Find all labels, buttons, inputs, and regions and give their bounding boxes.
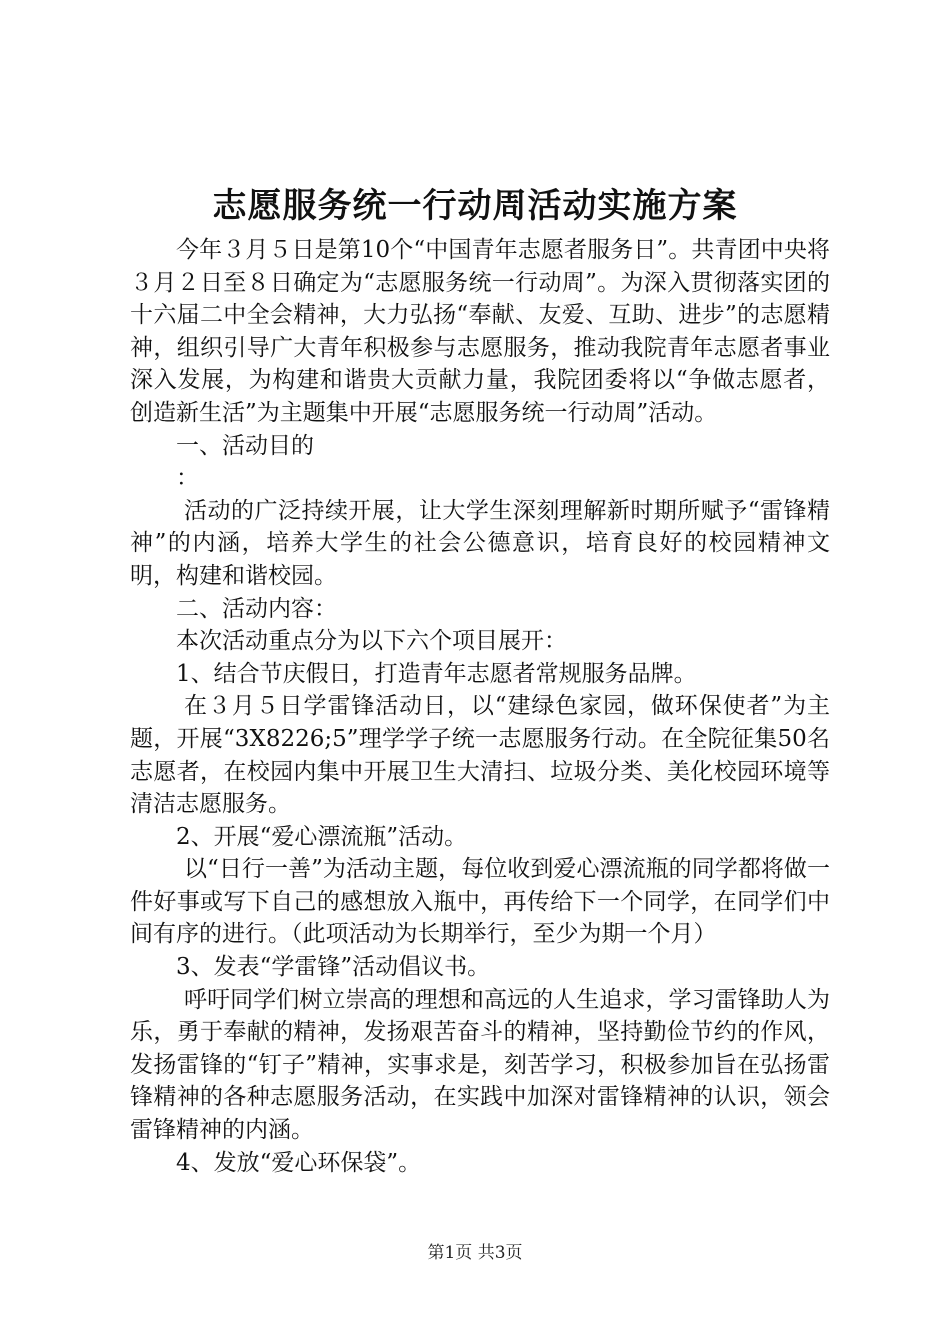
item-heading-3: 3、发表“学雷锋”活动倡议书。	[176, 954, 491, 981]
page-footer: 第1页 共3页	[427, 1243, 523, 1263]
section-heading-purpose: 一、活动目的	[176, 432, 314, 459]
paragraph-item-1: 在３月５日学雷锋活动日，以“建绿色家园，做环保使者”为主题，开展“3X8226;5”理学学子统一志愿服务行动。在全院征集50名志愿者，在校园内集中开展卫生大清扫、垃圾分类、美化校园环境等清洁志愿服务。	[130, 693, 830, 818]
paragraph-item-3: 呼吁同学们树立崇高的理想和高远的人生追求，学习雷锋助人为乐，勇于奉献的精神，发扬艰苦奋斗的精神，坚持勤俭节约的作风，发扬雷锋的“钉子”精神，实事求是，刻苦学习，积极参加旨在弘扬雷锋精神的各种志愿服务活动，在实践中加深对雷锋精神的认识，领会雷锋精神的内涵。	[130, 986, 830, 1144]
paragraph-intro: 今年３月５日是第10个“中国青年志愿者服务日”。共青团中央将３月２日至８日确定为“志愿服务统一行动周”。为深入贯彻落实团的十六届二中全会精神，大力弘扬“奉献、友爱、互助、进步”的志愿精神，组织引导广大青年积极参与志愿服务，推动我院青年志愿者事业深入发展，为构建和谐贵大贡献力量，我院团委将以“争做志愿者，创造新生活”为主题集中开展“志愿服务统一行动周”活动。	[130, 237, 830, 426]
paragraph-item-2: 以“日行一善”为活动主题，每位收到爱心漂流瓶的同学都将做一件好事或写下自己的感想放入瓶中，再传给下一个同学，在同学们中间有序的进行。（此项活动为长期举行，至少为期一个月）	[130, 856, 830, 948]
paragraph-colon: ：	[176, 465, 199, 492]
paragraph-overview: 本次活动重点分为以下六个项目展开：	[176, 628, 567, 655]
section-heading-content: 二、活动内容：	[176, 595, 337, 622]
item-heading-4: 4、发放“爱心环保袋”。	[176, 1149, 422, 1176]
item-heading-2: 2、开展“爱心漂流瓶”活动。	[176, 823, 468, 850]
document-body	[130, 234, 830, 1179]
page-title: 志愿服务统一行动周活动实施方案	[212, 186, 738, 226]
item-heading-1: 1、结合节庆假日，打造青年志愿者常规服务品牌。	[176, 660, 697, 687]
paragraph-purpose: 活动的广泛持续开展，让大学生深刻理解新时期所赋予“雷锋精神”的内涵，培养大学生的社会公德意识，培育良好的校园精神文明，构建和谐校园。	[130, 497, 830, 589]
